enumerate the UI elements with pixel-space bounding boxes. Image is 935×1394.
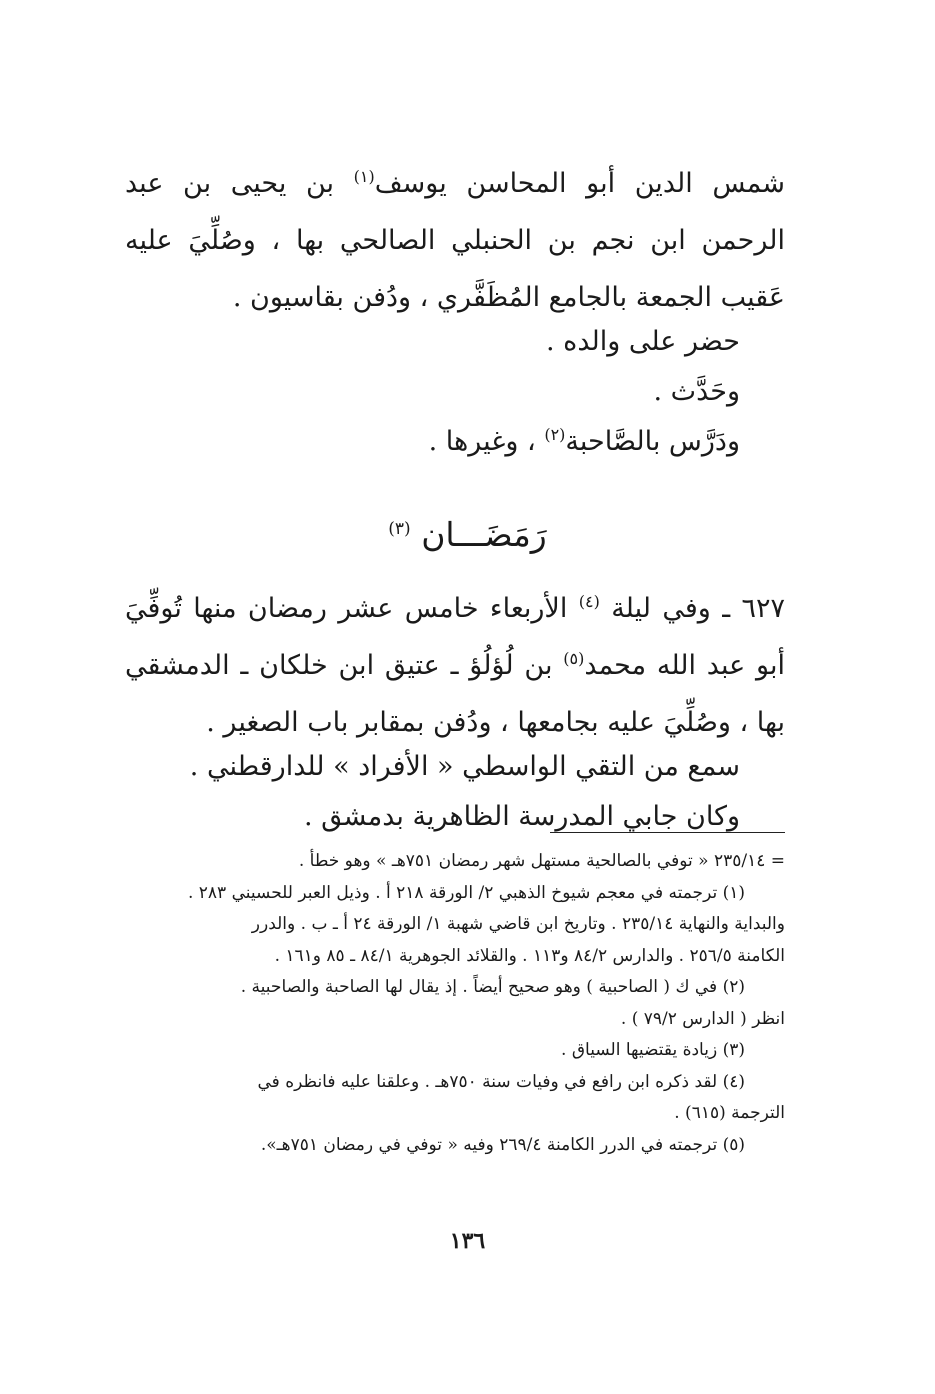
entry-text: بن يحيى بن عبد الرحمن ابن نجم بن الحنبلي الصالحي بها ، وصُلِّيَ عليه عَقيب الجمعة بالجامع المُظَفَّري ، ودُفن بقاسيون . (125, 168, 785, 313)
page-number: ١٣٦ (449, 1228, 486, 1254)
footnote-5: (٥) ترجمته في الدرر الكامنة ٢٦٩/٤ وفيه « توفي في رمضان ٧٥١هـ». (260, 1134, 745, 1155)
footnote-ref-2: (٢) (544, 425, 566, 444)
fact-line: سمع من التقي الواسطي « الأفراد » للدارقطني . (189, 751, 740, 782)
footnote-ref-4: (٤) (578, 592, 600, 611)
footnote-3: (٣) زيادة يقتضيها السياق . (561, 1040, 745, 1060)
footnote-4-line: الترجمة (٦١٥) . (674, 1103, 785, 1123)
fact-line: وحَدَّث . (653, 376, 740, 407)
biography-entry-yusuf (125, 155, 785, 326)
entry-text: ٦٢٧ ـ وفي ليلة (599, 593, 785, 624)
footnote-ref-1: (١) (353, 167, 375, 186)
footnote-divider (550, 832, 785, 833)
entry-text: الأربعاء خامس عشر رمضان منها تُوفِّيَ أبو عبد الله محمد (125, 593, 785, 681)
footnote-2: (٢) في ك ( الصاحبية ) وهو صحيح أيضاً . إذ يقال لها الصاحبة والصاحبية . (240, 977, 745, 997)
footnote-ref-3: (٣) (388, 519, 411, 539)
entry-text: بن لُؤلُؤ ـ عتيق ابن خلكان ـ الدمشقي بها ، وصُلِّيَ عليه بجامعها ، ودُفن بمقابر باب الصغير . (125, 650, 785, 738)
entry-text: شمس الدين أبو المحاسن يوسف (374, 168, 785, 199)
fact-line (180, 418, 740, 466)
biography-entry-627 (125, 580, 785, 751)
footnote-1-line: الكامنة ٢٥٦/٥ . والدارس ٨٤/٢ و١١٣ . والقلائد الجوهرية ٨٤/١ ـ ٨٥ و١٦١ . (274, 945, 785, 966)
fact-text: ودَرَّس بالصَّاحبة (565, 426, 740, 457)
footnote-1-line: والبداية والنهاية ٢٣٥/١٤ . وتاريخ ابن قاضي شهبة ١/ الورقة ٢٤ أ ـ ب . والدرر (251, 914, 785, 934)
footnote-continuation: = ٢٣٥/١٤ « توفي بالصالحية مستهل شهر رمضان ٧٥١هـ » وهو خطأ . (298, 851, 785, 871)
month-heading (0, 505, 935, 565)
month-title: رَمَضَـــان (421, 515, 547, 554)
fact-line: وكان جابي المدرسة الظاهرية بدمشق . (303, 801, 740, 832)
footnote-1: (١) ترجمته في معجم شيوخ الذهبي ٢/ الورقة ٢١٨ أ . وذيل العبر للحسيني ٢٨٣ . (187, 882, 745, 903)
footnotes (120, 846, 785, 1161)
fact-line: حضر على والده . (546, 326, 740, 357)
footnote-2-line: انظر ( الدارس ٧٩/٢ ) . (620, 1008, 785, 1029)
footnote-4: (٤) لقد ذكره ابن رافع في وفيات سنة ٧٥٠هـ . وعلقنا عليه فانظره في (257, 1071, 745, 1092)
fact-text: ، وغيرها . (428, 426, 545, 457)
footnote-ref-5: (٥) (563, 649, 585, 668)
